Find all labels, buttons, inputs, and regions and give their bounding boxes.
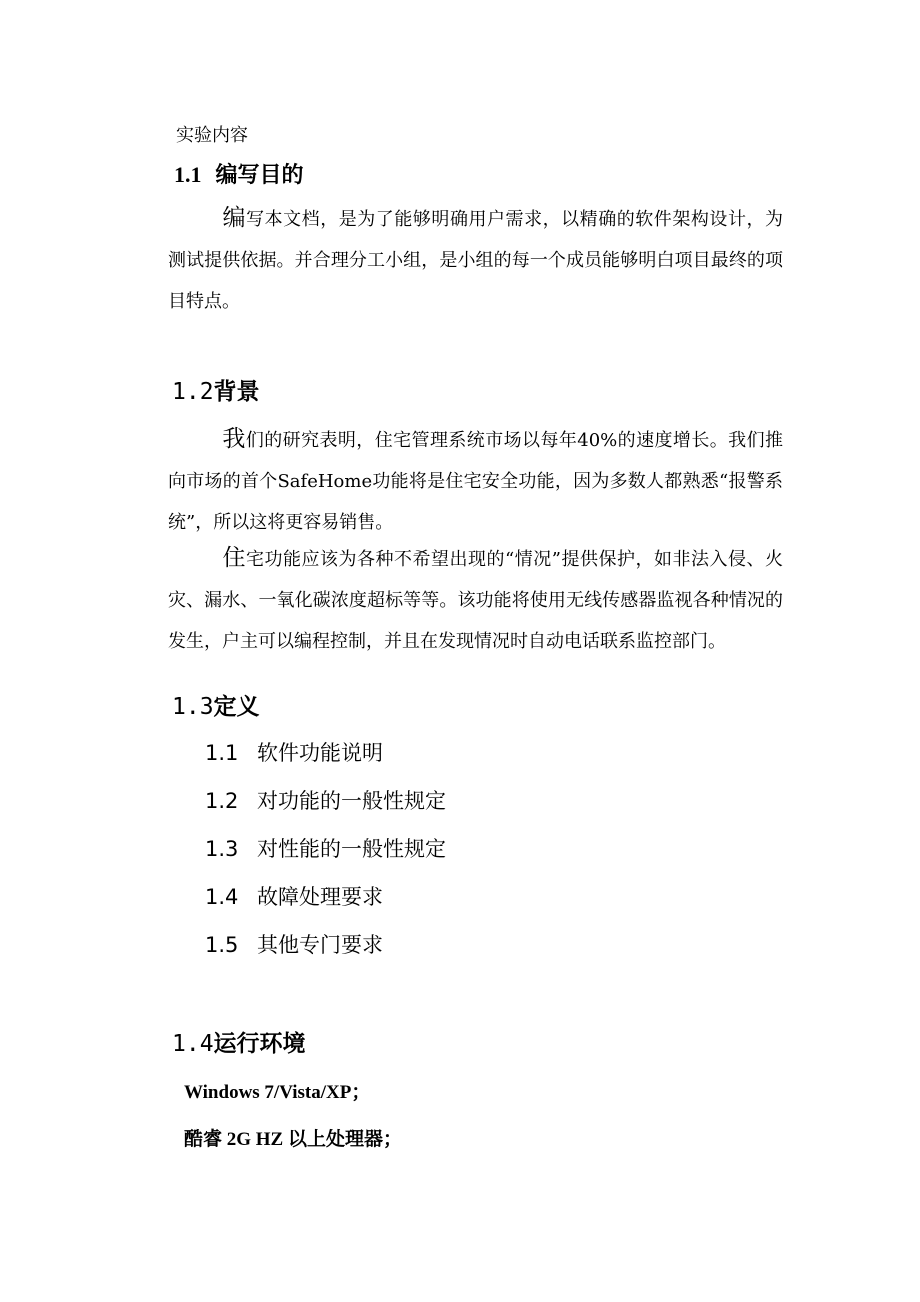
definition-item [205,929,383,959]
heading-1-1 [174,158,304,189]
paragraph-first-char: 住 [222,545,247,571]
paragraph-text: 写本文档，是为了能够明确用户需求，以精确的软件架构设计，为测试提供依据。并合理分工小组，是小组的每一个成员能够明白项目最终的项目特点。 [168,209,784,312]
definition-item [205,785,446,815]
paragraph-background-1 [168,419,783,543]
definition-item [205,737,383,767]
section-label: 实验内容 [176,125,248,146]
definition-item-number: 1.1 [205,741,239,765]
definition-item-label: 对性能的一般性规定 [257,837,446,861]
heading-title: 定义 [213,694,260,720]
paragraph-text: 宅功能应该为各种不希望出现的“情况”提供保护，如非法入侵、火灾、漏水、一氧化碳浓度超标等等。该功能将使用无线传感器监视各种情况的发生，户主可以编程控制，并且在发现情况时自动电话联系监控部门。 [168,549,784,652]
definition-item-label: 软件功能说明 [257,741,383,765]
heading-number: 1.4 [172,1031,214,1057]
definition-item-number: 1.4 [205,885,239,909]
heading-title: 背景 [213,379,260,405]
paragraph-first-char: 编 [222,205,247,231]
definition-item [205,881,383,911]
definition-item-label: 故障处理要求 [257,885,383,909]
heading-1-3 [172,688,260,721]
heading-1-4 [172,1025,306,1058]
paragraph-purpose [168,198,783,322]
definition-item-number: 1.5 [205,933,239,957]
paragraph-first-char: 我 [222,426,246,452]
definition-item-number: 1.2 [205,789,239,813]
heading-number: 1.2 [172,379,214,405]
heading-number: 1.1 [174,162,202,187]
heading-number: 1.3 [172,694,214,720]
heading-1-2 [172,373,260,406]
heading-title: 运行环境 [213,1031,306,1057]
heading-title: 编写目的 [215,162,304,187]
paragraph-text: 们的研究表明，住宅管理系统市场以每年40%的速度增长。我们推向市场的首个SafeHome功能将是住宅安全功能，因为多数人都熟悉“报警系统”，所以这将更容易销售。 [168,430,783,533]
definition-item-label: 其他专门要求 [257,933,383,957]
environment-line: Windows 7/Vista/XP； [184,1082,371,1103]
definition-item-label: 对功能的一般性规定 [257,789,446,813]
definition-item-number: 1.3 [205,837,239,861]
paragraph-background-2 [168,538,783,662]
environment-line: 酷睿 2G HZ 以上处理器； [184,1129,402,1150]
definition-item [205,833,446,863]
